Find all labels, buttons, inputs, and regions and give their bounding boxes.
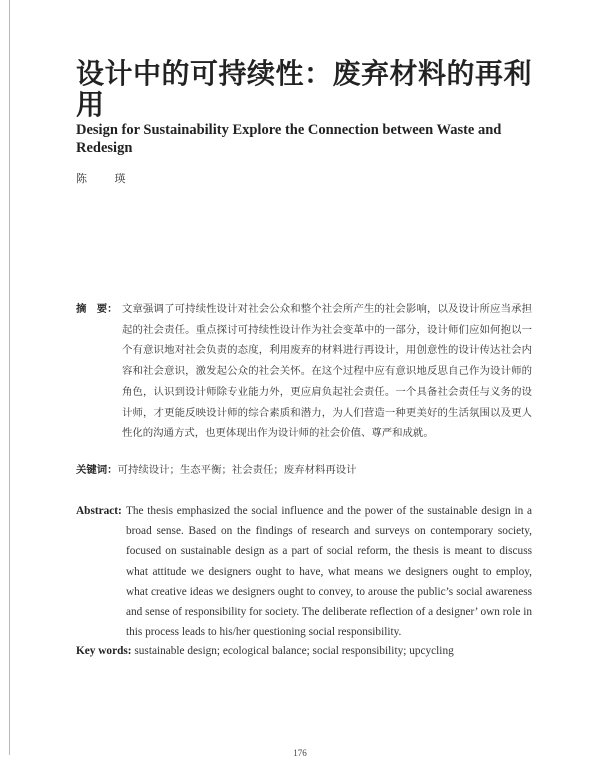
english-abstract (76, 501, 532, 642)
chinese-keywords-text: 可持续设计；生态平衡；社会责任；废弃材料再设计 (117, 464, 357, 476)
chinese-keywords (76, 461, 532, 479)
english-abstract-text: The thesis emphasized the social influence and the power of the sustainable design in a broad sense. Based on the findings of research and surveys on contemporary society, focused on sustainable design as a part of social reform, the thesis is meant to discuss what attitude we designers ought to have, what means we designers ought to employ, what creative ideas we designers ought to convey, to arouse the public’s social awareness and sense of responsibility for society. The deliberate reflection of a designer’ own role in this process leads to his/her questioning social responsibility. (126, 505, 532, 639)
author-name: 陈 瑛 (76, 172, 138, 185)
english-keywords-label: Key words: (76, 645, 132, 657)
english-title: Design for Sustainability Explore the Connection between Waste and Redesign (76, 122, 502, 156)
chinese-abstract-text: 文章强调了可持续性设计对社会公众和整个社会所产生的社会影响，以及设计所应当承担起的社会责任。重点探讨可持续性设计作为社会变革中的一部分，设计师们应如何抱以一个有意识地对社会负责的态度，利用废弃的材料进行再设计，用创意性的设计传达社会内容和社会意识，激发起公众的社会关怀。在这个过程中应有意识地反思自己作为设计师的角色，认识到设计师除专业能力外，更应肩负起社会责任。一个具备社会责任与义务的设计师，才更能反映设计师的综合素质和潜力，为人们营造一种更美好的生活氛围以及更人性化的沟通方式，也更体现出作为设计师的社会价值、尊严和成就。 (122, 303, 532, 440)
chinese-title: 设计中的可持续性：废弃材料的再利用 (76, 57, 533, 121)
english-keywords-text: sustainable design; ecological balance; social responsibility; upcycling (134, 645, 454, 657)
page-number: 176 (293, 748, 307, 758)
english-keywords (76, 642, 546, 660)
chinese-keywords-label: 关键词： (76, 464, 118, 476)
chinese-abstract-label: 摘 要： (76, 303, 118, 315)
chinese-abstract (76, 299, 532, 444)
page-left-border (9, 0, 10, 755)
english-abstract-label: Abstract: (76, 505, 122, 517)
